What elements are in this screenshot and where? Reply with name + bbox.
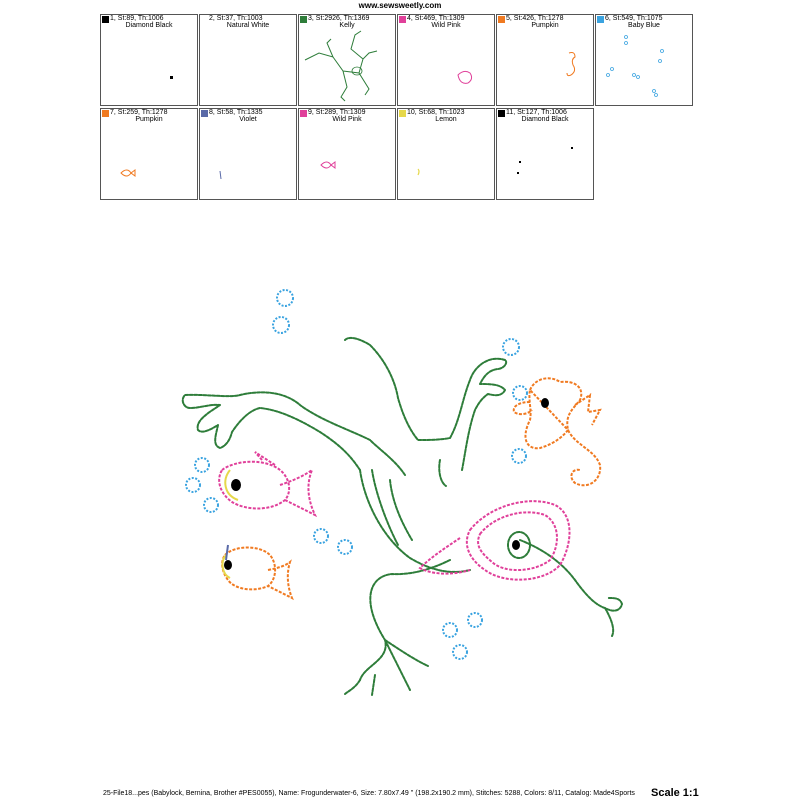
color-name: Diamond Black xyxy=(125,22,173,29)
color-name: Violet xyxy=(239,116,257,123)
bubbles xyxy=(186,290,527,659)
color-name: Wild Pink xyxy=(332,116,362,123)
color-cell-5 xyxy=(496,14,594,106)
thumbnail-fish xyxy=(101,109,198,200)
thumbnail-fish xyxy=(299,109,396,200)
thumbnail-bubbles xyxy=(596,15,693,106)
color-cell-1 xyxy=(100,14,198,106)
color-cell-10 xyxy=(397,108,495,200)
color-info: 3, St:2926, Th:1369 xyxy=(308,15,370,22)
embroidery-preview xyxy=(170,280,640,700)
thumbnail-stroke xyxy=(200,109,297,200)
color-info: 6, St:549, Th:1075 xyxy=(605,15,663,22)
color-info: 7, St:259, Th:1278 xyxy=(110,109,168,116)
color-info: 2, St:37, Th:1003 xyxy=(209,15,263,22)
color-cell-2 xyxy=(199,14,297,106)
color-cell-3 xyxy=(298,14,396,106)
color-name: Wild Pink xyxy=(431,22,461,29)
color-info: 11, St:127, Th:1006 xyxy=(506,109,567,116)
thumbnail-seahorse xyxy=(497,15,594,106)
eyes xyxy=(224,398,549,570)
file-info-footer: 25-File18...pes (Babylock, Bernina, Brother #PES0055), Name: Frogunderwater-6, Size: 7.80x7.49 " (198.2x190.2 mm), Stitches: 5288, Colors: 8/11, Catalog: Made4Sports xyxy=(103,790,635,797)
dive-mask xyxy=(420,501,570,580)
violet-snorkel xyxy=(226,545,228,560)
thumbnail-stroke xyxy=(398,109,495,200)
color-cell-7 xyxy=(100,108,198,200)
color-info: 4, St:469, Th:1309 xyxy=(407,15,465,22)
color-name: Diamond Black xyxy=(521,116,569,123)
color-cell-11 xyxy=(496,108,594,200)
color-info: 10, St:68, Th:1023 xyxy=(407,109,465,116)
color-name: Lemon xyxy=(435,116,457,123)
thumbnail-black-dots xyxy=(497,109,594,200)
color-name: Kelly xyxy=(339,22,355,29)
color-info: 8, St:58, Th:1335 xyxy=(209,109,263,116)
color-name: Pumpkin xyxy=(531,22,559,29)
site-url: www.sewsweetly.com xyxy=(358,1,442,10)
fish-orange xyxy=(222,548,292,599)
thumbnail-mask xyxy=(398,15,495,106)
thumbnail-black-dot xyxy=(101,15,198,106)
color-info: 9, St:289, Th:1309 xyxy=(308,109,366,116)
thumbnail-frog xyxy=(299,15,396,106)
color-cell-9 xyxy=(298,108,396,200)
color-info: 5, St:426, Th:1278 xyxy=(506,15,564,22)
color-cell-6 xyxy=(595,14,693,106)
color-sequence-grid xyxy=(100,14,697,201)
color-name: Baby Blue xyxy=(628,22,660,29)
color-cell-4 xyxy=(397,14,495,106)
frog xyxy=(183,338,622,695)
color-cell-8 xyxy=(199,108,297,200)
color-info: 1, St:89, Th:1006 xyxy=(110,15,164,22)
color-name: Natural White xyxy=(226,22,270,29)
scale-label: Scale 1:1 xyxy=(651,787,699,799)
color-name: Pumpkin xyxy=(135,116,163,123)
